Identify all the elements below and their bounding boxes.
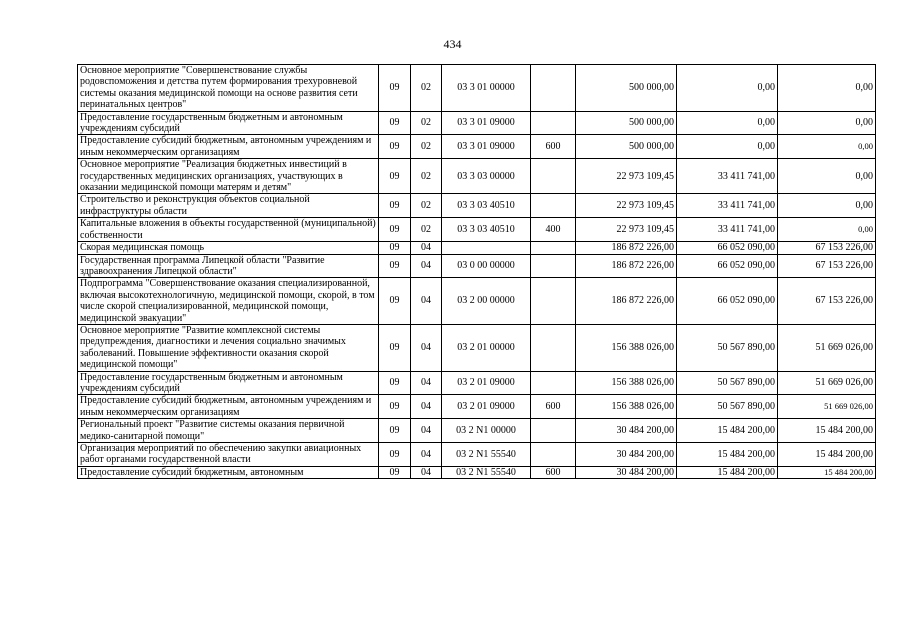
amount-year-1: 156 388 026,00: [576, 371, 677, 395]
amount-year-3: 0,00: [778, 159, 876, 194]
target-article-code: 03 2 00 00000: [442, 278, 531, 325]
table-row: [78, 278, 876, 325]
amount-year-2: 33 411 741,00: [677, 159, 778, 194]
amount-year-3: 0,00: [778, 218, 876, 242]
row-name: Государственная программа Липецкой области "Развитие здравоохранения Липецкой области": [78, 254, 379, 278]
amount-year-2: 33 411 741,00: [677, 218, 778, 242]
section-code: 09: [379, 135, 411, 159]
section-code: 09: [379, 278, 411, 325]
row-name: Предоставление субсидий бюджетным, автономным учреждениям и иным некоммерческим организациям: [78, 135, 379, 159]
amount-year-1: 500 000,00: [576, 135, 677, 159]
subsection-code: 04: [411, 419, 442, 443]
amount-year-2: 0,00: [677, 65, 778, 112]
table-row: [78, 443, 876, 467]
table-row: [78, 395, 876, 419]
subsection-code: 04: [411, 371, 442, 395]
amount-year-2: 66 052 090,00: [677, 242, 778, 254]
section-code: 09: [379, 218, 411, 242]
table-row: [78, 371, 876, 395]
table-row: [78, 218, 876, 242]
amount-year-1: 30 484 200,00: [576, 443, 677, 467]
target-article-code: 03 3 03 00000: [442, 159, 531, 194]
amount-year-2: 50 567 890,00: [677, 324, 778, 371]
amount-year-2: 66 052 090,00: [677, 278, 778, 325]
amount-year-1: 156 388 026,00: [576, 324, 677, 371]
amount-year-2: 33 411 741,00: [677, 194, 778, 218]
table-row: [78, 135, 876, 159]
target-article-code: 03 2 01 09000: [442, 371, 531, 395]
amount-year-3: 51 669 026,00: [778, 371, 876, 395]
expense-type-code: [531, 159, 576, 194]
row-name: Основное мероприятие "Развитие комплексной системы предупреждения, диагностики и лечения социально значимых заболеваний. Повышение эффективности оказания скорой медицинской помощи": [78, 324, 379, 371]
amount-year-3: 67 153 226,00: [778, 254, 876, 278]
section-code: 09: [379, 242, 411, 254]
amount-year-2: 0,00: [677, 135, 778, 159]
expense-type-code: 600: [531, 466, 576, 478]
target-article-code: 03 0 00 00000: [442, 254, 531, 278]
subsection-code: 04: [411, 466, 442, 478]
target-article-code: 03 2 N1 55540: [442, 443, 531, 467]
section-code: 09: [379, 65, 411, 112]
amount-year-3: 0,00: [778, 135, 876, 159]
section-code: 09: [379, 324, 411, 371]
subsection-code: 04: [411, 395, 442, 419]
expense-type-code: 600: [531, 135, 576, 159]
subsection-code: 02: [411, 218, 442, 242]
row-name: Организация мероприятий по обеспечению закупки авиационных работ органами государственной власти: [78, 443, 379, 467]
subsection-code: 04: [411, 242, 442, 254]
expense-type-code: [531, 254, 576, 278]
subsection-code: 02: [411, 135, 442, 159]
amount-year-2: 15 484 200,00: [677, 419, 778, 443]
row-name: Основное мероприятие "Реализация бюджетных инвестиций в государственных медицинских организациях, участвующих в оказании медицинской помощи матерям и детям": [78, 159, 379, 194]
section-code: 09: [379, 443, 411, 467]
subsection-code: 04: [411, 443, 442, 467]
amount-year-3: 67 153 226,00: [778, 278, 876, 325]
row-name: Скорая медицинская помощь: [78, 242, 379, 254]
amount-year-1: 186 872 226,00: [576, 242, 677, 254]
amount-year-1: 500 000,00: [576, 111, 677, 135]
row-name: Предоставление государственным бюджетным и автономным учреждениям субсидий: [78, 371, 379, 395]
amount-year-3: 51 669 026,00: [778, 324, 876, 371]
target-article-code: [442, 242, 531, 254]
amount-year-2: 15 484 200,00: [677, 466, 778, 478]
amount-year-3: 15 484 200,00: [778, 466, 876, 478]
subsection-code: 02: [411, 111, 442, 135]
expense-type-code: [531, 371, 576, 395]
amount-year-1: 186 872 226,00: [576, 278, 677, 325]
amount-year-1: 22 973 109,45: [576, 194, 677, 218]
amount-year-1: 186 872 226,00: [576, 254, 677, 278]
expense-type-code: [531, 419, 576, 443]
row-name: Строительство и реконструкция объектов социальной инфраструктуры области: [78, 194, 379, 218]
amount-year-2: 50 567 890,00: [677, 395, 778, 419]
amount-year-1: 30 484 200,00: [576, 419, 677, 443]
target-article-code: 03 3 03 40510: [442, 194, 531, 218]
expense-type-code: [531, 443, 576, 467]
section-code: 09: [379, 419, 411, 443]
target-article-code: 03 3 03 40510: [442, 218, 531, 242]
target-article-code: 03 2 01 09000: [442, 395, 531, 419]
section-code: 09: [379, 159, 411, 194]
table-row: [78, 419, 876, 443]
subsection-code: 04: [411, 324, 442, 371]
target-article-code: 03 2 N1 00000: [442, 419, 531, 443]
expense-type-code: [531, 65, 576, 112]
budget-table: [77, 64, 876, 479]
section-code: 09: [379, 395, 411, 419]
subsection-code: 04: [411, 278, 442, 325]
expense-type-code: 400: [531, 218, 576, 242]
row-name: Основное мероприятие "Совершенствование службы родовспоможения и детства путем формирования трехуровневой системы оказания медицинской помощи на основе развития сети перинатальных центров": [78, 65, 379, 112]
table-row: [78, 65, 876, 112]
amount-year-3: 15 484 200,00: [778, 443, 876, 467]
subsection-code: 02: [411, 159, 442, 194]
table-row: [78, 194, 876, 218]
amount-year-2: 66 052 090,00: [677, 254, 778, 278]
row-name: Предоставление государственным бюджетным и автономным учреждениям субсидий: [78, 111, 379, 135]
table-row: [78, 111, 876, 135]
table-row: [78, 254, 876, 278]
table-row: [78, 159, 876, 194]
row-name: Региональный проект "Развитие системы оказания первичной медико-санитарной помощи": [78, 419, 379, 443]
amount-year-3: 67 153 226,00: [778, 242, 876, 254]
row-name: Предоставление субсидий бюджетным, автономным учреждениям и иным некоммерческим организациям: [78, 395, 379, 419]
amount-year-1: 156 388 026,00: [576, 395, 677, 419]
amount-year-1: 500 000,00: [576, 65, 677, 112]
amount-year-1: 30 484 200,00: [576, 466, 677, 478]
section-code: 09: [379, 371, 411, 395]
amount-year-3: 0,00: [778, 194, 876, 218]
target-article-code: 03 2 01 00000: [442, 324, 531, 371]
subsection-code: 02: [411, 65, 442, 112]
expense-type-code: [531, 111, 576, 135]
row-name: Предоставление субсидий бюджетным, автономным: [78, 466, 379, 478]
table-row: [78, 242, 876, 254]
table-row: [78, 324, 876, 371]
expense-type-code: [531, 278, 576, 325]
amount-year-2: 15 484 200,00: [677, 443, 778, 467]
section-code: 09: [379, 194, 411, 218]
section-code: 09: [379, 111, 411, 135]
section-code: 09: [379, 466, 411, 478]
expense-type-code: [531, 194, 576, 218]
subsection-code: 04: [411, 254, 442, 278]
section-code: 09: [379, 254, 411, 278]
target-article-code: 03 2 N1 55540: [442, 466, 531, 478]
page-number: 434: [443, 37, 462, 51]
amount-year-1: 22 973 109,45: [576, 159, 677, 194]
amount-year-3: 0,00: [778, 65, 876, 112]
target-article-code: 03 3 01 09000: [442, 135, 531, 159]
row-name: Подпрограмма "Совершенствование оказания специализированной, включая высокотехнологичную, медицинской помощи, скорой, в том числе скорой специализированной, медицинской помощи, медицинской эвакуации": [78, 278, 379, 325]
amount-year-3: 51 669 026,00: [778, 395, 876, 419]
row-name: Капитальные вложения в объекты государственной (муниципальной) собственности: [78, 218, 379, 242]
expense-type-code: [531, 242, 576, 254]
amount-year-2: 0,00: [677, 111, 778, 135]
subsection-code: 02: [411, 194, 442, 218]
amount-year-3: 0,00: [778, 111, 876, 135]
amount-year-2: 50 567 890,00: [677, 371, 778, 395]
table-row: [78, 466, 876, 478]
amount-year-1: 22 973 109,45: [576, 218, 677, 242]
expense-type-code: [531, 324, 576, 371]
expense-type-code: 600: [531, 395, 576, 419]
amount-year-3: 15 484 200,00: [778, 419, 876, 443]
target-article-code: 03 3 01 00000: [442, 65, 531, 112]
target-article-code: 03 3 01 09000: [442, 111, 531, 135]
